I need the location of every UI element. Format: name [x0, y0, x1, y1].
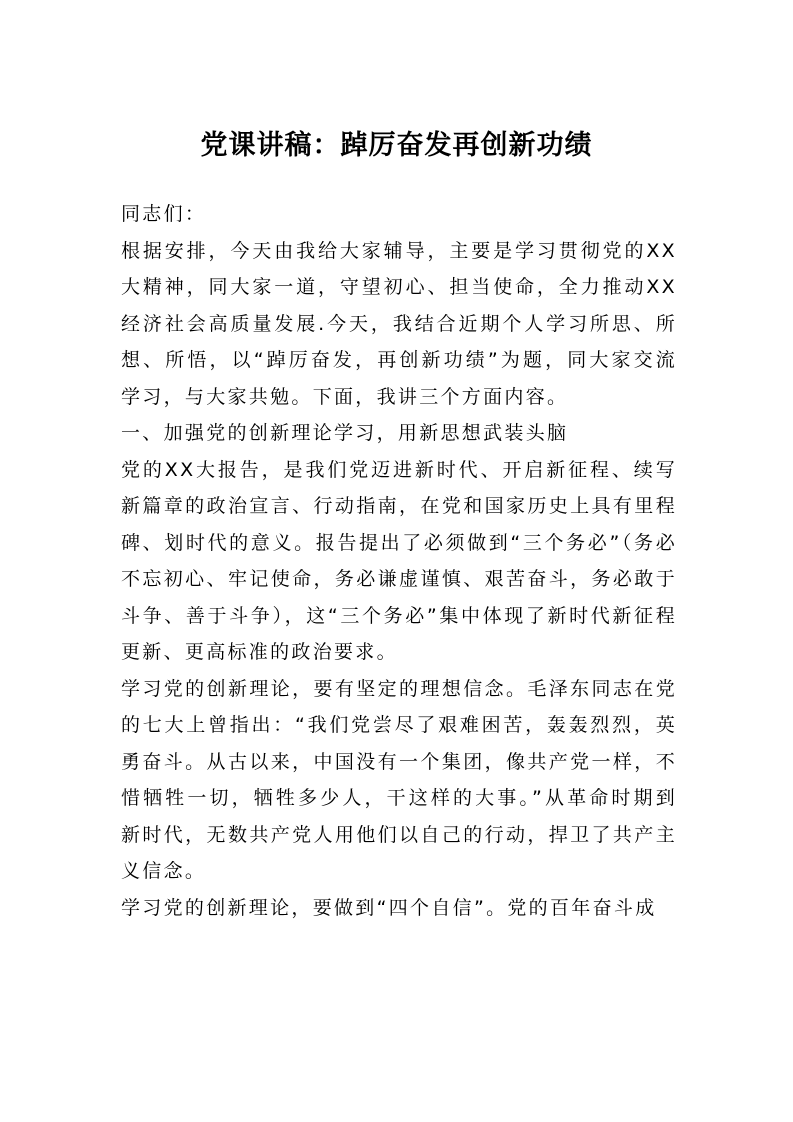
document-body — [121, 196, 677, 926]
body-paragraph: 学习党的创新理论，要有坚定的理想信念。毛泽东同志在党的七大上曾指出：“我们党尝尽了艰难困苦，轰轰烈烈，英勇奋斗。从古以来，中国没有一个集团，像共产党一样，不惜牺牲一切，牺牲多少人，干这样的大事。”从革命时期到新时代，无数共产党人用他们以自己的行动，捍卫了共产主义信念。 — [121, 677, 677, 882]
document-title: 党课讲稿：踔厉奋发再创新功绩 — [200, 130, 593, 161]
section-heading: 一、加强党的创新理论学习，用新思想武装头脑 — [121, 422, 569, 444]
salutation-paragraph: 同志们： — [121, 203, 207, 225]
intro-paragraph: 根据安排，今天由我给大家辅导，主要是学习贯彻党的XX大精神，同大家一道，守望初心、担当使命，全力推动XX经济社会高质量发展.今天，我结合近期个人学习所思、所想、所悟，以“踔厉奋发，再创新功绩”为题，同大家交流学习，与大家共勉。下面，我讲三个方面内容。 — [121, 239, 677, 408]
body-paragraph: 学习党的创新理论，要做到“四个自信”。党的百年奋斗成 — [121, 896, 657, 919]
body-paragraph: 党的XX大报告，是我们党迈进新时代、开启新征程、续写新篇章的政治宣言、行动指南，在党和国家历史上具有里程碑、划时代的意义。报告提出了必须做到“三个务必”（务必不忘初心、牢记使命，务必谦虚谨慎、艰苦奋斗，务必敢于斗争、善于斗争），这“三个务必”集中体现了新时代新征程更新、更高标准的政治要求。 — [121, 458, 677, 663]
